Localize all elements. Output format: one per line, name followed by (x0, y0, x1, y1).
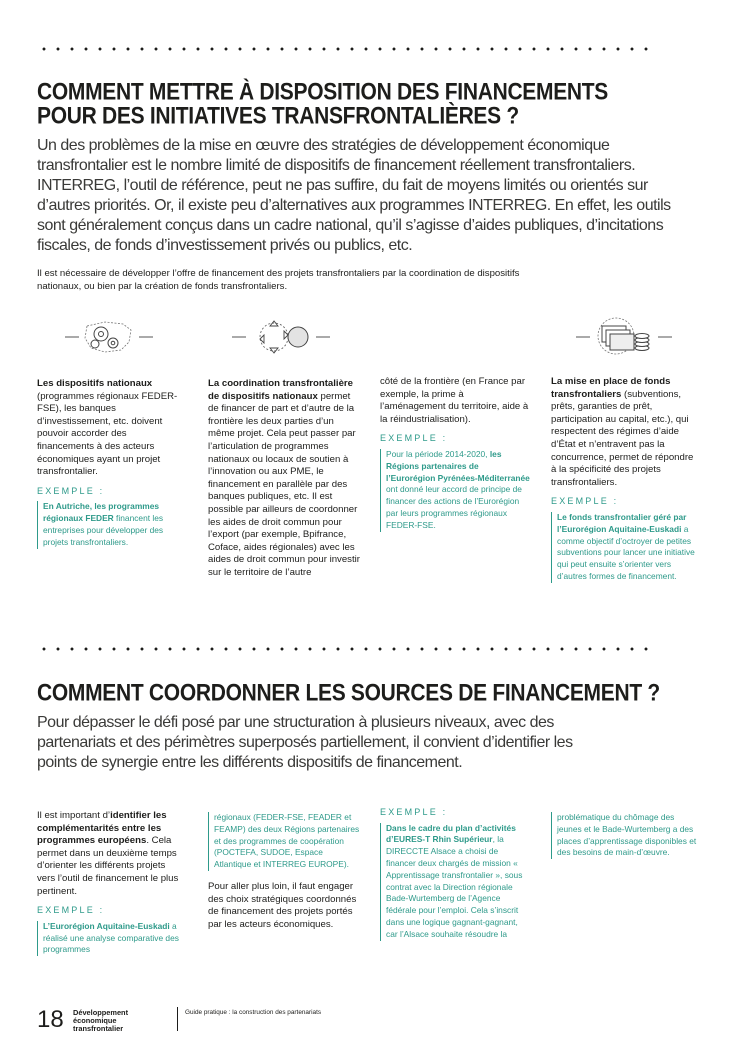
cycle-arrows-icon (232, 316, 342, 358)
strategic-choices-paragraph: Pour aller plus loin, il faut engager des choix stratégiques coordonnés de financement des projets portés par les acteurs économiques. (208, 880, 357, 930)
section2-intro: Pour dépasser le défi posé par une structuration à plusieurs niveaux, avec des partenariats et des périmètres superposés partiellement, il convient d’identifier les points de synergie entre les différents dispositifs de financement. (37, 714, 573, 771)
footer-divider (177, 1007, 178, 1031)
dotted-divider-top (37, 46, 657, 52)
dotted-divider-middle (37, 646, 657, 652)
section1-heading: COMMENT METTRE À DISPOSITION DES FINANCEMENTS POUR DES INITIATIVES TRANSFRONTALIÈRES ? (37, 78, 609, 130)
example-label: EXEMPLE : (37, 485, 105, 496)
coordination-paragraph: La coordination transfrontalière de dispositifs nationaux permet de financer de part et d’autre de la frontière les deux parties d’un même projet. Cela peut passer par l’articulation de programmes nationaux ou locaux de soutien à l’innovation ou aux PME, le financement en parallèle par des banques publiques, etc. Il est possible par ailleurs de coordonner les aides de droit commun pour l’export (par exemple, Bpifrance, Coface, aides régionales) avec les aides de droit commun pour investir sur le territoire de l’autre (208, 378, 360, 578)
example-label: EXEMPLE : (380, 807, 448, 817)
section1-intro: Un des problèmes de la mise en œuvre des stratégies de développement économique transfrontalier est le nombre limité de dispositifs de financement réellement transfrontaliers. INTERREG, l’outil de référence, peut ne pas suffire, du fait de moyens limités ou orientés sur d’autres priorités. Or, il existe peu d’alternatives aux programmes INTERREG. En effet, les outils sont généralement conçus dans un cadre national, qu’il s’agisse d’aides publiques, d’incitations fiscales, de fonds d’investissement privés ou publics, etc. (37, 137, 671, 254)
guide-title: Guide pratique : la construction des partenariats (185, 1009, 322, 1016)
complementarities-paragraph: Il est important d’identifier les complémentarités entre les programmes européens. Cela permet dans un deuxième temps d’orienter les différents projets vers l’outil de financement le plus pertinent. (37, 810, 179, 897)
section1-column-1 (37, 378, 185, 549)
cross-border-funds-paragraph: La mise en place de fonds transfrontaliers (subventions, prêts, garanties de prêt, participation au capital, etc.), qui respectent des régimes d’aide d’État et n’entravent pas la concurrence, permet de répondre à la spécificité des projets transfrontaliers. (551, 376, 694, 488)
section2-column-3 (380, 806, 530, 941)
example-label: EXEMPLE : (380, 433, 448, 444)
example-aquitaine-euskadi-analysis: L’Eurorégion Aquitaine-Euskadi a réalisé une analyse comparative des programmes (37, 921, 185, 956)
section2-column-4 (551, 812, 701, 859)
section2-column-1 (37, 810, 185, 956)
section1-lead: Il est nécessaire de développer l’offre de financement des projets transfrontaliers par la coordination de dispositifs nationaux, ou bien par la création de fonds transfrontaliers. (37, 268, 520, 292)
national-schemes-paragraph: Les dispositifs nationaux (programmes régionaux FEDER-FSE), les banques d’investissement, etc. doivent pouvoir accorder des financements à des acteurs économiques ayant un projet transfrontalier. (37, 378, 178, 478)
example-austria: En Autriche, les programmes régionaux FEDER financent les entreprises pour développer des projets transfrontaliers. (37, 501, 185, 548)
page-number: 18 (37, 1006, 64, 1033)
example-eures-t-continued: problématique du chômage des jeunes et le Bade-Wurtemberg a des places d’apprentissage disponibles et des besoins de main-d’œuvre. (551, 812, 701, 859)
example-label: EXEMPLE : (551, 496, 619, 507)
gears-map-icon (65, 316, 165, 358)
coordination-paragraph-continued: côté de la frontière (en France par exemple, la prime à l’aménagement du territoire, aide à la réindustrialisation). (380, 376, 529, 425)
section2-column-2 (208, 812, 360, 931)
example-eures-t-rhin-superieur: Dans le cadre du plan d’activités d’EURES-T Rhin Supérieur, la DIRECCTE Alsace a choisi de financer deux chargés de mission « Apprentissage transfrontalier », sous contrat avec la Direction régionale Bade-Wurtemberg de l’Agence fédérale pour l’emploi. Cela s’inscrit dans une logique gagnant-gagnant, car l’Alsace souhaite résoudre la (380, 823, 530, 941)
section2-heading: COMMENT COORDONNER LES SOURCES DE FINANCEMENT ? (37, 679, 660, 707)
money-stack-icon (576, 312, 686, 360)
example-label: EXEMPLE : (37, 905, 105, 916)
section1-column-3 (380, 376, 530, 532)
example-pyrenees-mediterranee: Pour la période 2014-2020, les Régions partenaires de l’Eurorégion Pyrénées-Méditerranée ont donné leur accord de principe de financer des actions de l’Eurorégion par leurs programmes régionaux FEDER-FSE. (380, 449, 530, 532)
publication-brand: Développement économique transfrontalier (73, 1008, 129, 1033)
section1-column-2 (208, 378, 360, 580)
example-aquitaine-euskadi-analysis-continued: régionaux (FEDER-FSE, FEADER et FEAMP) des deux Régions partenaires et des programmes de coopération (POCTEFA, SUDOE, Espace Atlantique et INTERREG EUROPE). (208, 812, 360, 871)
example-aquitaine-euskadi-fund: Le fonds transfrontalier géré par l’Eurorégion Aquitaine-Euskadi a comme objectif d’octroyer de petites subventions pour lancer une initiative qui peut ensuite s’orienter vers d’autres formes de financement. (551, 512, 699, 583)
section1-column-4 (551, 376, 699, 583)
